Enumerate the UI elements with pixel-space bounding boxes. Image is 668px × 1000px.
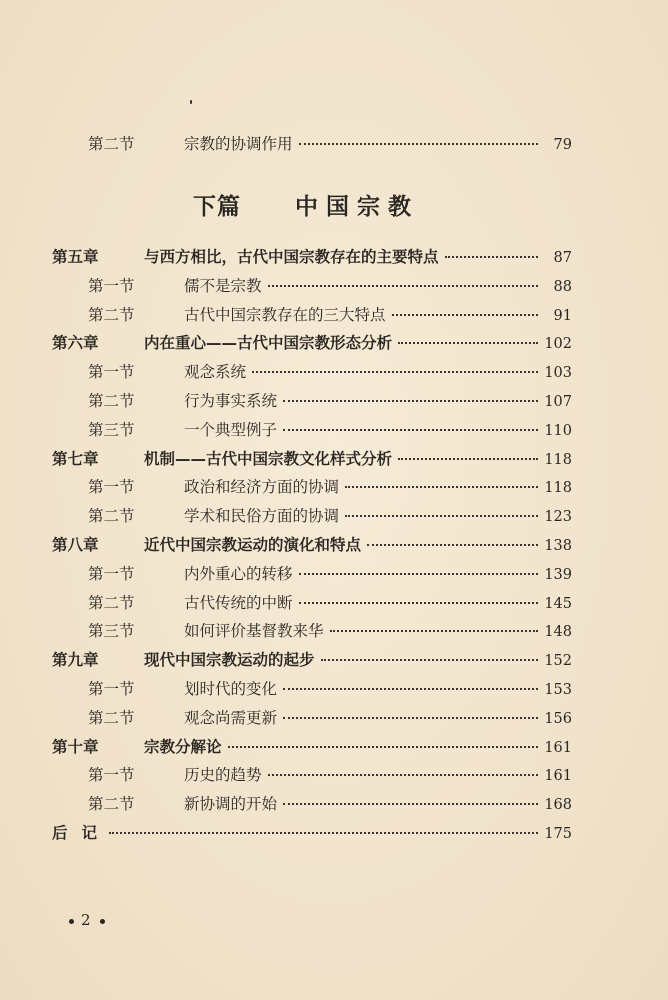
chapter-title: 近代中国宗教运动的演化和特点 xyxy=(144,535,362,554)
section-label: 第二节 xyxy=(88,593,135,612)
section-label: 第二节 xyxy=(88,391,135,410)
toc-entry-section xyxy=(88,272,572,301)
section-title: 一个典型例子 xyxy=(184,420,278,439)
dot-leader xyxy=(398,342,538,344)
folio-dot-left xyxy=(69,919,74,924)
section-label: 第二节 xyxy=(88,135,135,153)
section-title: 观念系统 xyxy=(184,363,247,382)
dot-leader xyxy=(345,486,538,488)
page-number: 175 xyxy=(544,825,572,842)
page-number: 110 xyxy=(544,422,572,439)
section-title: 行为事实系统 xyxy=(184,391,278,410)
chapter-title: 现代中国宗教运动的起步 xyxy=(144,651,315,670)
section-label: 第二节 xyxy=(88,507,135,526)
table-of-contents xyxy=(0,243,668,848)
dot-leader xyxy=(268,774,538,776)
page-number: 79 xyxy=(553,137,572,153)
dot-leader xyxy=(283,688,538,690)
chapter-label: 第十章 xyxy=(52,737,99,756)
section-title: 宗教的协调作用 xyxy=(184,135,293,153)
page-number: 102 xyxy=(544,336,572,353)
toc-entry-section xyxy=(88,761,572,790)
page-number: 145 xyxy=(544,595,572,612)
section-title: 历史的趋势 xyxy=(184,766,262,785)
toc-entry-chapter xyxy=(52,445,572,474)
toc-entry-section xyxy=(88,560,572,589)
page-number: 152 xyxy=(544,653,572,670)
page-number: 103 xyxy=(544,365,572,382)
dot-leader xyxy=(367,544,538,546)
section-label: 第一节 xyxy=(88,679,135,698)
dot-leader xyxy=(283,803,538,805)
section-label: 第一节 xyxy=(88,276,135,295)
page-folio xyxy=(62,908,112,932)
section-label: 第二节 xyxy=(88,305,135,324)
section-label: 第三节 xyxy=(88,420,135,439)
dot-leader xyxy=(109,832,538,834)
toc-entry-section xyxy=(88,416,572,445)
toc-entry-section xyxy=(88,301,572,330)
page-number: 107 xyxy=(544,393,572,410)
toc-entry-chapter xyxy=(52,646,572,675)
toc-entry-section xyxy=(88,675,572,704)
afterword-label: 后记 xyxy=(52,823,112,842)
page-number: 139 xyxy=(544,566,572,583)
toc-entry-section xyxy=(88,790,572,819)
chapter-label: 第五章 xyxy=(52,248,99,266)
section-title: 新协调的开始 xyxy=(184,795,278,814)
dot-leader xyxy=(283,400,538,402)
section-title: 观念尚需更新 xyxy=(184,708,278,727)
dot-leader xyxy=(283,717,538,719)
dot-leader xyxy=(345,515,538,517)
section-label: 第二节 xyxy=(88,708,135,727)
dot-leader xyxy=(330,630,538,632)
chapter-title: 与西方相比，古代中国宗教存在的主要特点 xyxy=(144,248,439,266)
section-label: 第一节 xyxy=(88,564,135,583)
page-number: 118 xyxy=(544,480,572,497)
page-number: 138 xyxy=(544,537,572,554)
chapter-title: 机制——古代中国宗教文化样式分析 xyxy=(144,449,393,468)
page-number: 156 xyxy=(544,710,572,727)
toc-entry-section xyxy=(88,358,572,387)
toc-entry-section xyxy=(88,589,572,618)
page-number: 148 xyxy=(544,624,572,641)
dot-leader xyxy=(283,429,538,431)
page-number: 153 xyxy=(544,681,572,698)
dot-leader xyxy=(268,285,538,287)
toc-entry-chapter xyxy=(52,531,572,560)
chapter-title: 内在重心——古代中国宗教形态分析 xyxy=(144,334,393,353)
section-label: 第一节 xyxy=(88,478,135,497)
toc-entry-section xyxy=(88,473,572,502)
chapter-label: 第八章 xyxy=(52,535,99,554)
chapter-label: 第六章 xyxy=(52,334,99,353)
chapter-label: 第七章 xyxy=(52,449,99,468)
section-label: 第二节 xyxy=(88,795,135,814)
toc-entry-section xyxy=(88,387,572,416)
page-number: 88 xyxy=(553,278,572,295)
page-number: 91 xyxy=(553,307,572,324)
page-number: 118 xyxy=(544,451,572,468)
dot-leader xyxy=(398,458,538,460)
toc-entry-previous xyxy=(88,130,572,159)
folio-dot-right xyxy=(100,919,105,924)
part-name: 中国宗教 xyxy=(295,194,419,220)
page-number: 161 xyxy=(544,739,572,756)
section-title: 学术和民俗方面的协调 xyxy=(184,507,340,526)
dot-leader xyxy=(252,371,538,373)
page-number: 161 xyxy=(544,768,572,785)
toc-entry-chapter xyxy=(52,733,572,762)
toc-entry-section xyxy=(88,502,572,531)
page-number: 168 xyxy=(544,797,572,814)
section-title: 划时代的变化 xyxy=(184,679,278,698)
toc-entry-afterword xyxy=(52,819,572,848)
dot-leader xyxy=(228,746,538,748)
part-label: 下篇 xyxy=(193,194,241,220)
section-label: 第一节 xyxy=(88,766,135,785)
section-title: 政治和经济方面的协调 xyxy=(184,478,340,497)
dot-leader xyxy=(392,314,538,316)
chapter-title: 宗教分解论 xyxy=(144,737,222,756)
dot-leader xyxy=(445,256,538,258)
toc-entry-chapter xyxy=(52,243,572,272)
section-title: 古代中国宗教存在的三大特点 xyxy=(184,305,386,324)
page-number: 123 xyxy=(544,509,572,526)
section-label: 第一节 xyxy=(88,363,135,382)
toc-entry-chapter xyxy=(52,329,572,358)
folio-number: 2 xyxy=(81,911,93,929)
toc-entry-section xyxy=(88,704,572,733)
part-heading xyxy=(0,190,668,226)
dot-leader xyxy=(321,659,538,661)
chapter-label: 第九章 xyxy=(52,651,99,670)
section-title: 古代传统的中断 xyxy=(184,593,293,612)
print-speck xyxy=(190,100,192,104)
section-title: 儒不是宗教 xyxy=(184,276,262,295)
dot-leader xyxy=(299,573,538,575)
page-number: 87 xyxy=(553,250,572,266)
section-title: 内外重心的转移 xyxy=(184,564,293,583)
dot-leader xyxy=(299,602,538,604)
section-title: 如何评价基督教来华 xyxy=(184,622,324,641)
section-label: 第三节 xyxy=(88,622,135,641)
toc-entry-section xyxy=(88,617,572,646)
dot-leader xyxy=(299,143,538,145)
